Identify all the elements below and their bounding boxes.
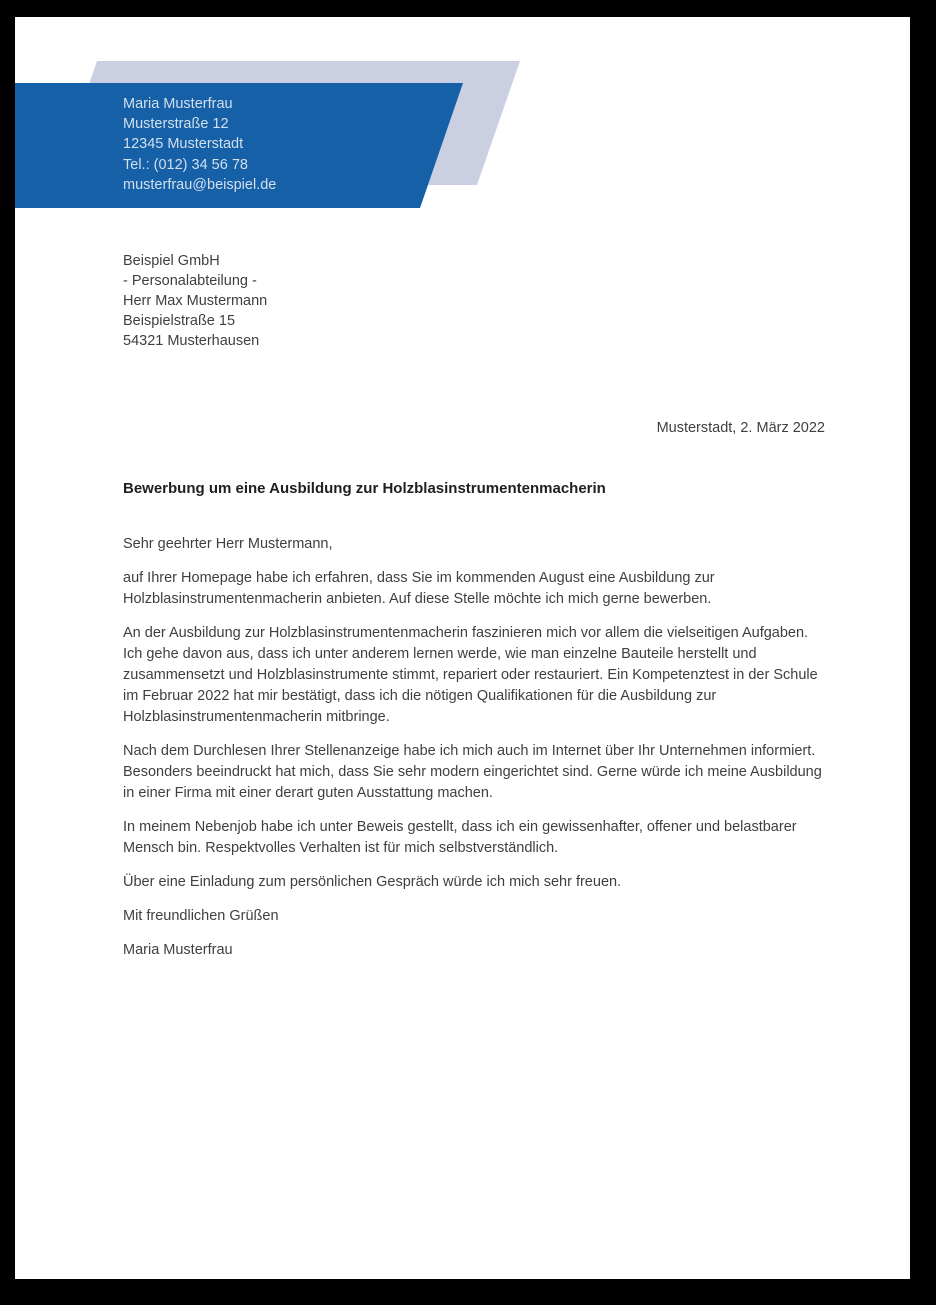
sender-street: Musterstraße 12 bbox=[123, 116, 229, 133]
body-paragraph: In meinem Nebenjob habe ich unter Beweis gestellt, dass ich ein gewissenhafter, offener und belastbarer Mensch bin. Respektvolles Verhalten ist für mich selbstverständlich. bbox=[123, 819, 797, 856]
sender-phone: Tel.: (012) 34 56 78 bbox=[123, 156, 248, 173]
recipient-company: Beispiel GmbH bbox=[123, 253, 220, 269]
body-paragraph: Über eine Einladung zum persönlichen Gespräch würde ich mich sehr freuen. bbox=[123, 874, 622, 890]
date-line: Musterstadt, 2. März 2022 bbox=[656, 420, 825, 436]
sender-city: 12345 Musterstadt bbox=[123, 136, 244, 153]
sender-address-block bbox=[123, 94, 276, 195]
recipient-city: 54321 Musterhausen bbox=[123, 333, 260, 349]
closing-formula: Mit freundlichen Grüßen bbox=[123, 908, 279, 924]
signature-name: Maria Musterfrau bbox=[123, 942, 233, 958]
subject-line: Bewerbung um eine Ausbildung zur Holzblasinstrumentenmacherin bbox=[123, 480, 606, 497]
recipient-address-block bbox=[123, 251, 267, 351]
body-paragraph: An der Ausbildung zur Holzblasinstrumentenmacherin faszinieren mich vor allem die vielseitigen Aufgaben. Ich gehe davon aus, dass ich unter anderem lernen werde, wie man einzelne Bauteile herstellt und zusammensetzt und Holzblasinstrumente stimmt, repariert oder restauriert. Ein Kompetenztest in der Schule im Februar 2022 hat mir bestätigt, dass ich die nötigen Qualifikationen für die Ausbildung zur Holzblasinstrumentenmacherin mitbringe. bbox=[123, 625, 818, 725]
letter-page bbox=[15, 17, 910, 1279]
letter-body bbox=[123, 534, 828, 974]
salutation: Sehr geehrter Herr Mustermann, bbox=[123, 536, 333, 552]
body-paragraph: auf Ihrer Homepage habe ich erfahren, dass Sie im kommenden August eine Ausbildung zur Holzblasinstrumentenmacherin anbieten. Auf diese Stelle möchte ich mich gerne bewerben. bbox=[123, 570, 715, 607]
sender-email: musterfrau@beispiel.de bbox=[123, 176, 277, 193]
sender-name: Maria Musterfrau bbox=[123, 96, 233, 112]
recipient-contact: Herr Max Mustermann bbox=[123, 293, 268, 309]
recipient-department: - Personalabteilung - bbox=[123, 273, 257, 289]
recipient-street: Beispielstraße 15 bbox=[123, 313, 236, 329]
body-paragraph: Nach dem Durchlesen Ihrer Stellenanzeige habe ich mich auch im Internet über Ihr Unternehmen informiert. Besonders beeindruckt hat mich, dass Sie sehr modern eingerichtet sind. Gerne würde ich meine Ausbildung in einer Firma mit einer derart guten Ausstattung machen. bbox=[123, 743, 822, 801]
